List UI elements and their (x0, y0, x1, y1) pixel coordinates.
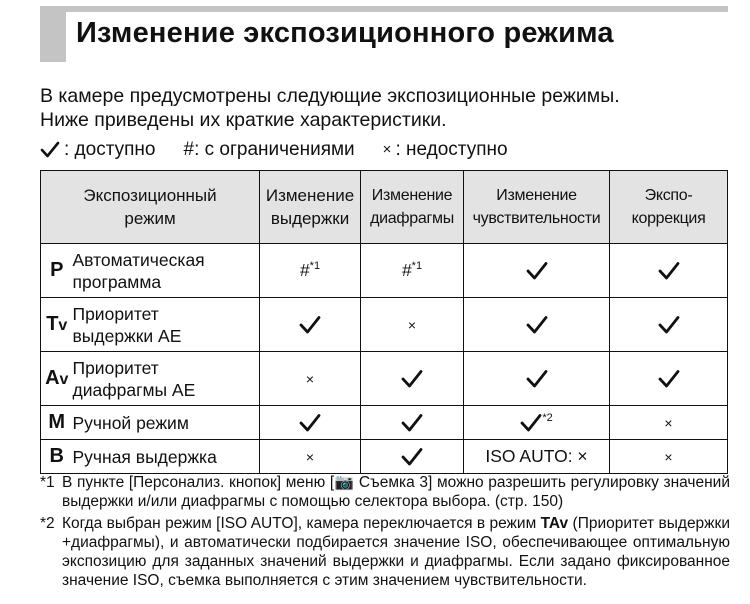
cell-text: ISO AUTO: × (464, 440, 610, 474)
header-shutter: Изменение выдержки (260, 171, 361, 244)
cell-available (610, 352, 728, 406)
mode-symbol: P (41, 244, 73, 298)
footnotes (40, 473, 730, 593)
footnote-2 (40, 514, 730, 590)
title-accent-bar (40, 12, 66, 62)
cell-unavailable: × (361, 298, 464, 352)
cell-available (260, 298, 361, 352)
cell-available (361, 440, 464, 474)
header-aperture: Изменение диафрагмы (361, 171, 464, 244)
cell-available (361, 352, 464, 406)
legend-limited (183, 138, 354, 162)
cell-available (464, 244, 610, 298)
check-icon (658, 261, 680, 281)
legend-unavailable (383, 138, 508, 162)
check-icon (40, 141, 60, 159)
check-icon (520, 413, 542, 433)
check-icon (526, 369, 548, 389)
footnote-1-mark: *1 (40, 474, 55, 491)
mode-symbol: Tv (41, 298, 73, 352)
cell-available (260, 406, 361, 440)
cell-available (464, 298, 610, 352)
mode-symbol: B (41, 440, 73, 474)
mode-name: Приоритет выдержки AE (73, 298, 260, 352)
cell-unavailable: × (260, 440, 361, 474)
mode-symbol: M (41, 406, 73, 440)
table-row (41, 352, 728, 406)
table-row (41, 406, 728, 440)
legend-available (40, 138, 155, 162)
header-sensitivity: Изменение чувствительности (464, 171, 610, 244)
intro-line-1: В камере предусмотрены следующие экспозиционные режимы. (40, 85, 620, 107)
legend-available-label: : доступно (64, 139, 156, 160)
legend (40, 138, 536, 162)
cell-limited: #$^{*1}$ (361, 244, 464, 298)
check-icon (658, 369, 680, 389)
check-icon (401, 447, 423, 467)
cell-available (610, 298, 728, 352)
exposure-mode-table (40, 170, 728, 474)
mode-name: Автоматическая программа (73, 244, 260, 298)
cell-available (464, 352, 610, 406)
footnote-ref: *2 (542, 411, 553, 424)
footnote-2-text-a: Когда выбран режим [ISO AUTO], камера переключается в режим (62, 515, 541, 532)
header-ev-compensation: Экспо- коррекция (610, 171, 728, 244)
mode-name: Приоритет диафрагмы AE (73, 352, 260, 406)
cell-unavailable: × (610, 440, 728, 474)
mode-symbol: Av (41, 352, 73, 406)
footnote-ref: *1 (411, 260, 423, 273)
intro-line-2: Ниже приведены их краткие характеристики. (40, 109, 447, 131)
footnote-ref: *1 (309, 260, 321, 273)
legend-limited-mark: # (183, 139, 195, 160)
cell-available (610, 244, 728, 298)
check-icon (401, 413, 423, 433)
cell-available (361, 406, 464, 440)
header-mode: Экспозиционный режим (41, 171, 260, 244)
tav-mode-label: TAv (540, 515, 569, 532)
table-row (41, 440, 728, 474)
cell-limited: #$^{*1}$ (260, 244, 361, 298)
cell-unavailable: × (260, 352, 361, 406)
page-title: Изменение экспозиционного режима (76, 17, 614, 49)
footnote-2-mark: *2 (40, 515, 55, 532)
legend-unavailable-label: : недоступно (395, 139, 508, 160)
table-row (41, 298, 728, 352)
footnote-1-text: В пункте [Персонализ. кнопок] меню [📷 Съемка 3] можно разрешить регулировку значений выдержки и/или диафрагмы с помощью селектора выбора. (стр. 150) (62, 474, 730, 510)
cell-unavailable: × (610, 406, 728, 440)
check-icon (526, 261, 548, 281)
legend-unavailable-mark: × (382, 141, 392, 158)
legend-limited-label: : с ограничениями (194, 139, 355, 160)
footnote-2-text (62, 514, 730, 590)
check-icon (658, 315, 680, 335)
footnote-1 (40, 473, 730, 511)
footnote-2-text-b: (Приоритет выдержки +диафрагмы), и автоматически подбирается значение ISO, обеспечивающее оптимальную экспозицию для заданных значений выдержки и диафрагмы. Если задано фиксированное значение ISO, съемка выполняется с этим значением чувствительности. (62, 515, 730, 589)
check-icon (299, 315, 321, 335)
cell-available-note (464, 406, 610, 440)
mode-name: Ручной режим (73, 406, 260, 440)
intro-text (40, 84, 620, 132)
check-icon (401, 369, 423, 389)
check-icon (299, 413, 321, 433)
check-icon (526, 315, 548, 335)
title-top-rule (40, 6, 728, 12)
table-row (41, 244, 728, 298)
mode-name: Ручная выдержка (73, 440, 260, 474)
